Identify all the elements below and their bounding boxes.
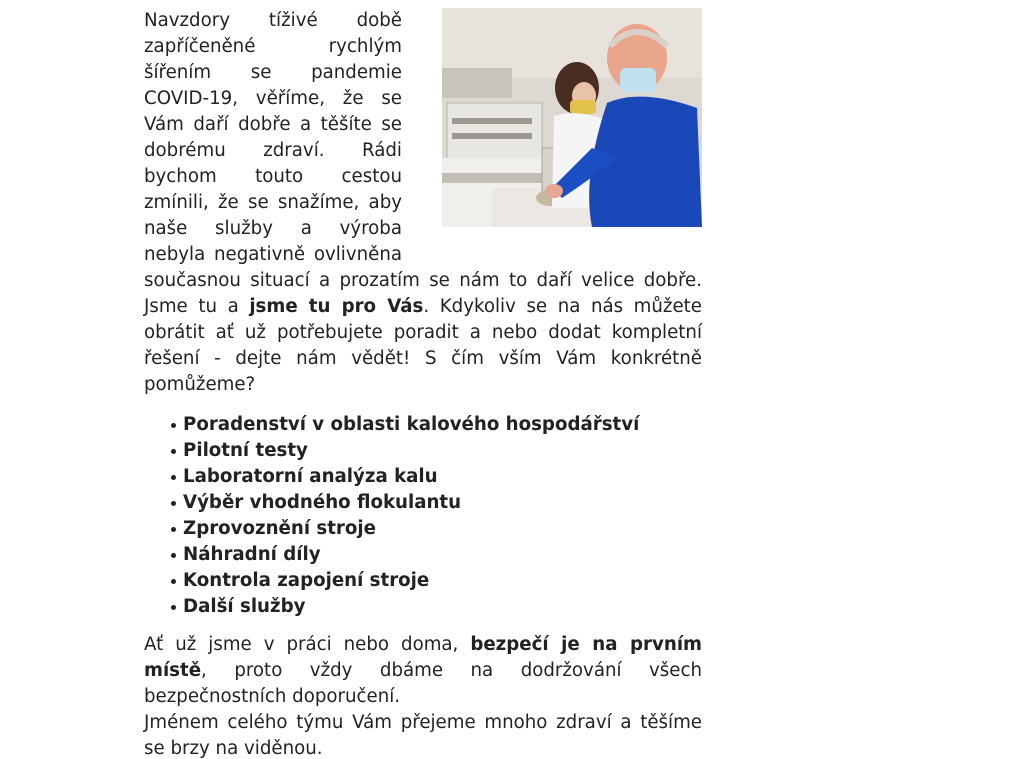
services-list-item: Výběr vhodného flokulantu [183, 490, 702, 516]
services-list-item: Zprovoznění stroje [183, 516, 702, 542]
services-list-item: Pilotní testy [183, 438, 702, 464]
intro-bold-text: jsme tu pro Vás [249, 296, 424, 317]
services-list-item: Poradenství v oblasti kalového hospodářství [183, 412, 702, 438]
services-list [144, 412, 702, 620]
closing-wish: Jménem celého týmu Vám přejeme mnoho zdraví a těšíme se brzy na viděnou. [144, 712, 702, 759]
services-list-item: Laboratorní analýza kalu [183, 464, 702, 490]
lab-photo [442, 8, 702, 227]
intro-text-2: . Kdykoliv se na nás můžete obrátit ať už potřebujete poradit a nebo dodat kompletní řešení - dejte nám vědět! S čím vším Vám konkrétně pomůžeme? [144, 296, 702, 395]
closing-text-2: , proto vždy dbáme na dodržování všech bezpečnostních doporučení. [144, 660, 702, 707]
services-list-item: Další služby [183, 594, 702, 620]
closing-text-1: Ať už jsme v práci nebo doma, [144, 634, 471, 655]
article-body [144, 8, 702, 759]
intro-text-1: Navzdory tíživé době zapříčeněné rychlým šířením se pandemie COVID-19, věříme, že se Vám daří dobře a těšíte se dobrému zdraví. Rádi bychom touto cestou zmínili, že se snažíme, aby naše služby a výroba nebyla negativně ovlivněna současnou situací a prozatím se nám to daří velice dobře. Jsme tu a [144, 10, 702, 317]
services-list-item: Kontrola zapojení stroje [183, 568, 702, 594]
lab-photo-illustration [442, 8, 702, 227]
services-list-item: Náhradní díly [183, 542, 702, 568]
closing-bold-text: bezpečí je na prvním místě [144, 634, 703, 681]
closing-paragraph [144, 632, 702, 710]
